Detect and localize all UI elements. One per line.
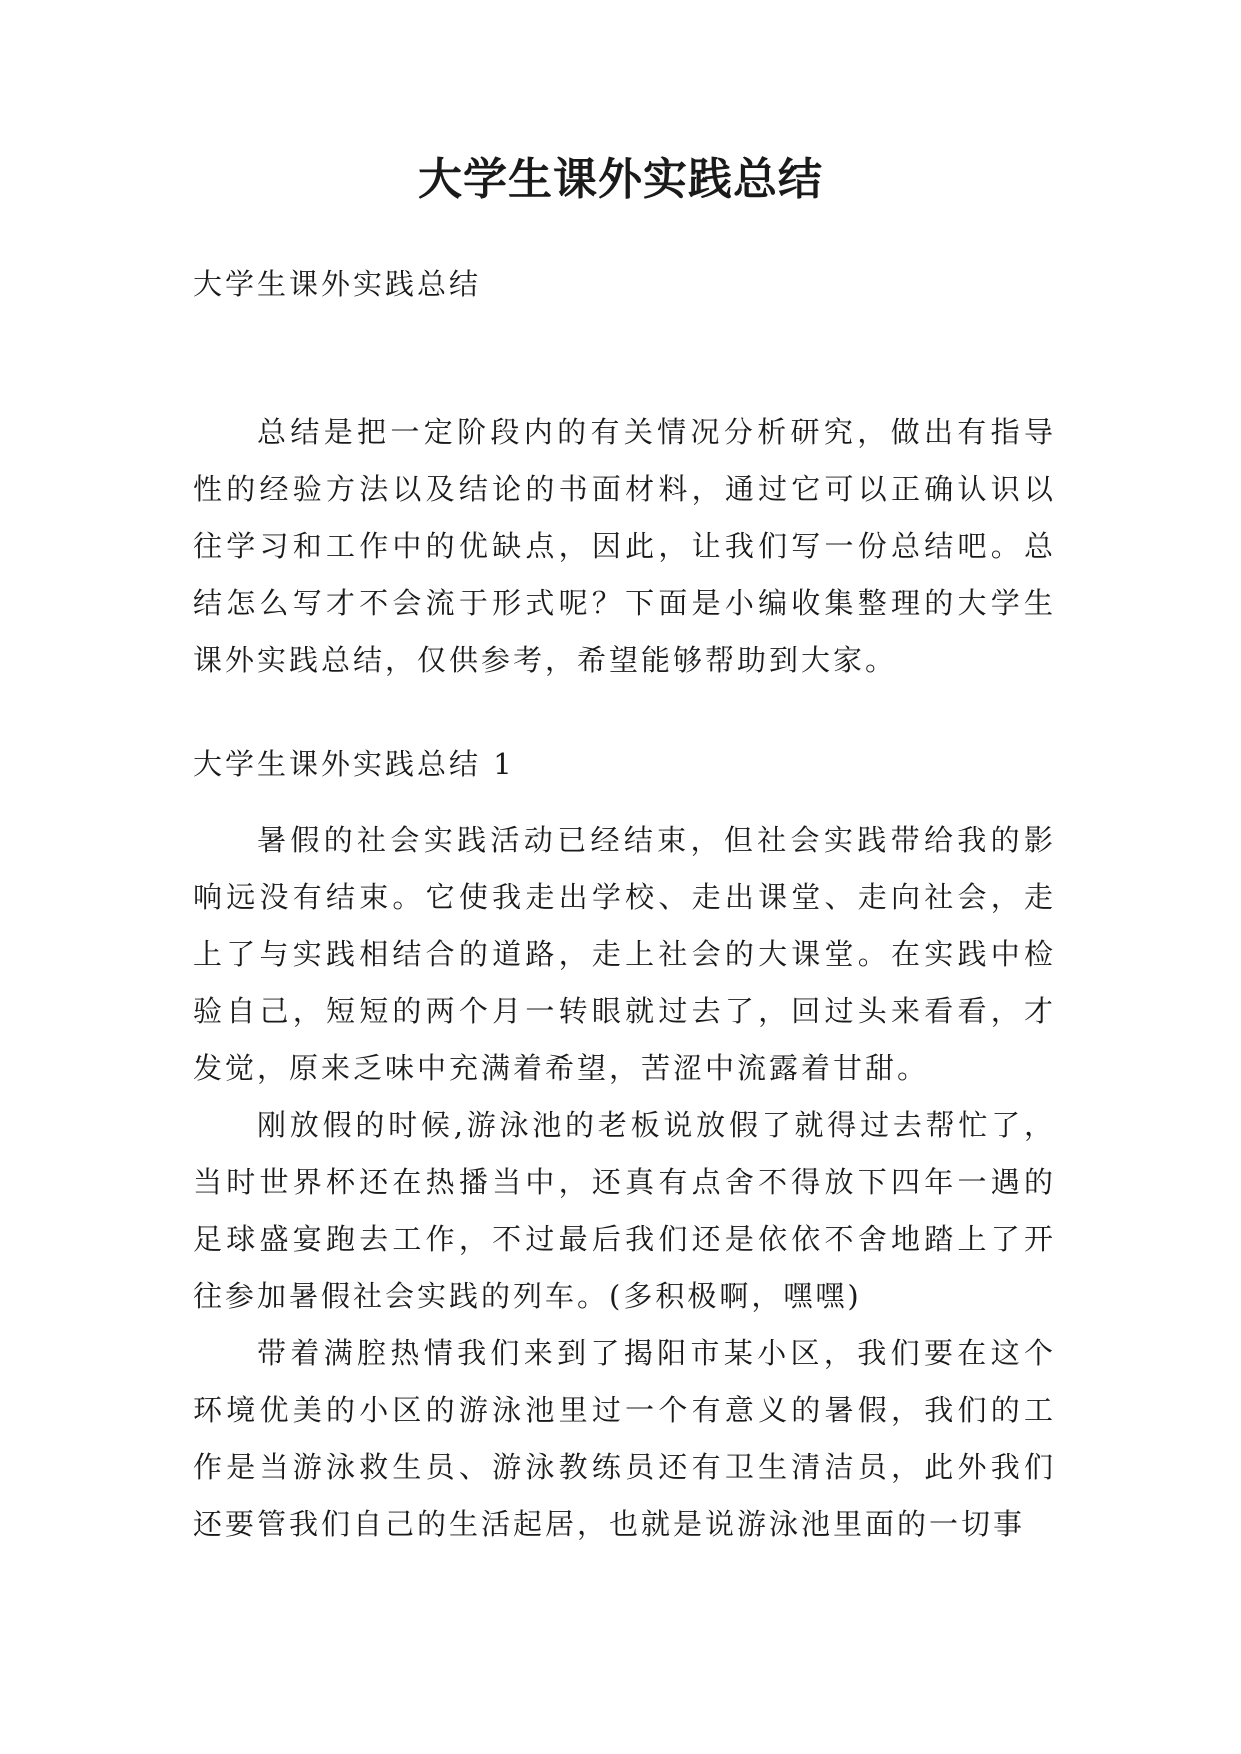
intro-paragraph: 总结是把一定阶段内的有关情况分析研究，做出有指导性的经验方法以及结论的书面材料，通过它可以正确认识以往学习和工作中的优缺点，因此，让我们写一份总结吧。总结怎么写才不会流于形式呢？下面是小编收集整理的大学生课外实践总结，仅供参考，希望能够帮助到大家。 bbox=[193, 415, 1056, 677]
document-subtitle: 大学生课外实践总结 bbox=[193, 267, 482, 301]
section-heading: 大学生课外实践总结 1 bbox=[193, 747, 515, 781]
body-paragraph-3: 带着满腔热情我们来到了揭阳市某小区，我们要在这个环境优美的小区的游泳池里过一个有意义的暑假，我们的工作是当游泳救生员、游泳教练员还有卫生清洁员，此外我们还要管我们自己的生活起居，也就是说游泳池里面的一切事 bbox=[193, 1336, 1056, 1541]
body-paragraph-2: 刚放假的时候,游泳池的老板说放假了就得过去帮忙了，当时世界杯还在热播当中，还真有点舍不得放下四年一遇的足球盛宴跑去工作，不过最后我们还是依依不舍地踏上了开往参加暑假社会实践的列车。(多积极啊，嘿嘿) bbox=[193, 1108, 1056, 1313]
body-paragraph-1: 暑假的社会实践活动已经结束，但社会实践带给我的影响远没有结束。它使我走出学校、走出课堂、走向社会，走上了与实践相结合的道路，走上社会的大课堂。在实践中检验自己，短短的两个月一转眼就过去了，回过头来看看，才发觉，原来乏味中充满着希望，苦涩中流露着甘甜。 bbox=[193, 823, 1056, 1085]
document-title: 大学生课外实践总结 bbox=[418, 154, 823, 205]
